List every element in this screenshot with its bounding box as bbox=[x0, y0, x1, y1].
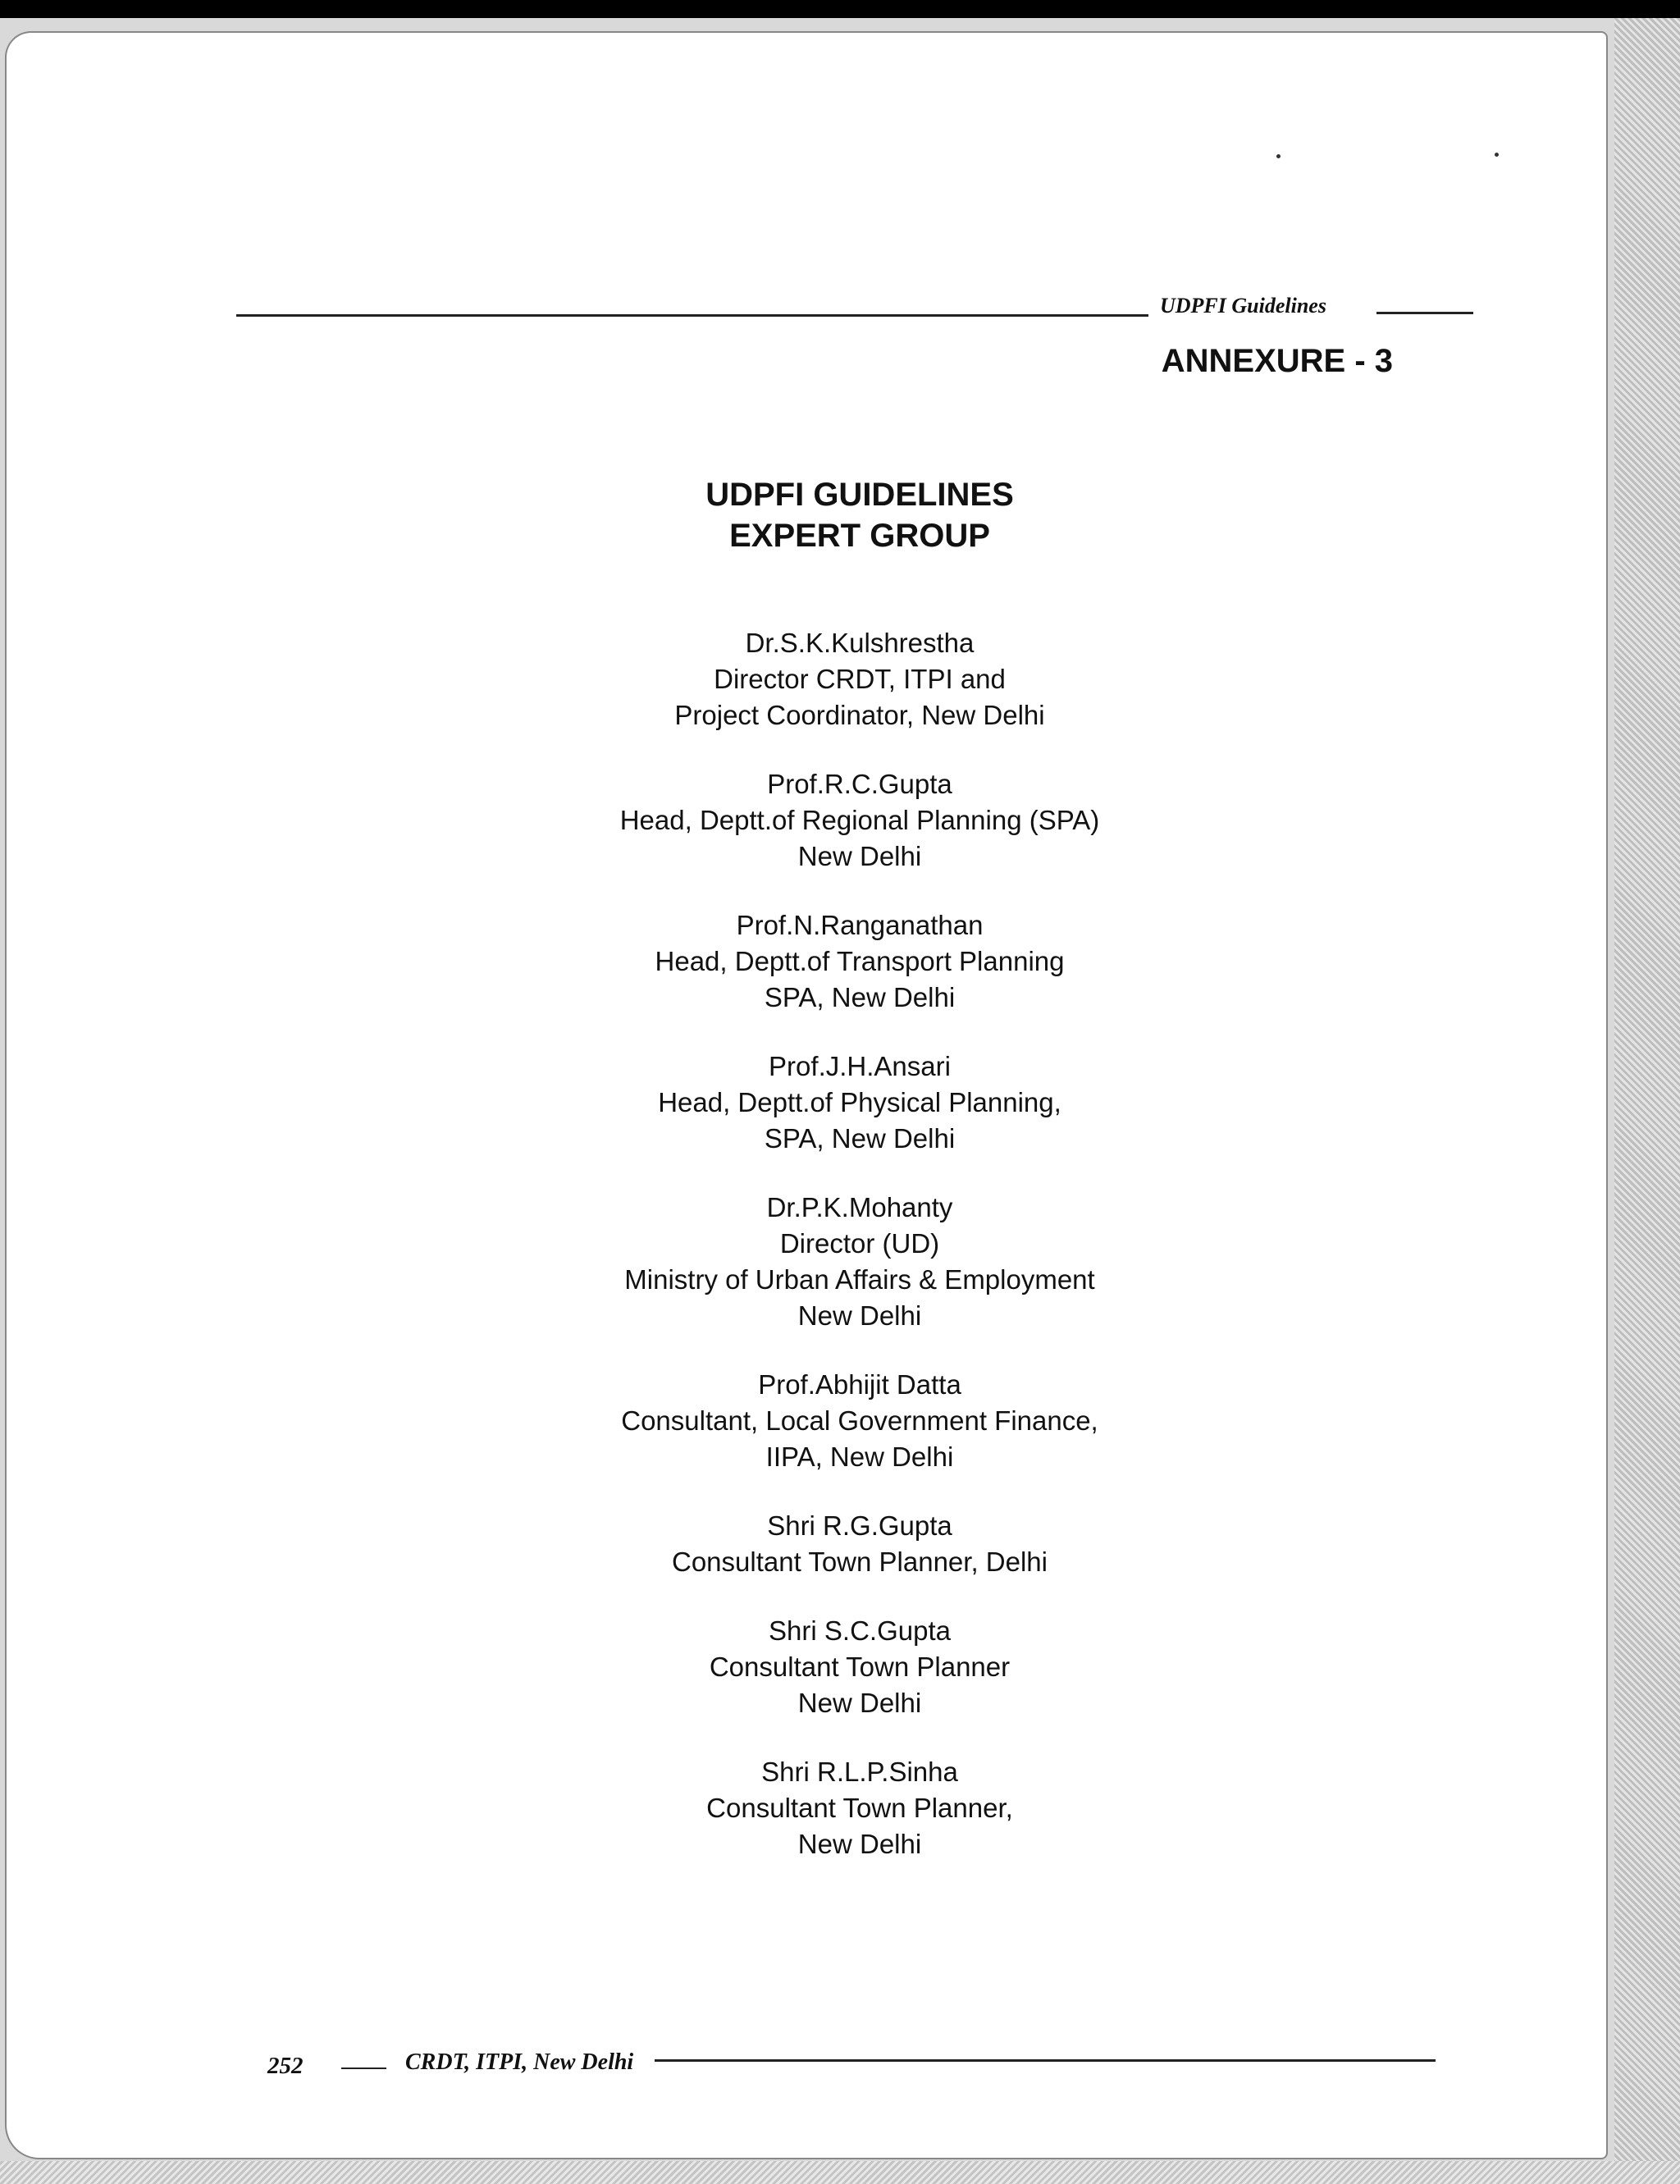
member-detail: Consultant Town Planner, bbox=[706, 1793, 1013, 1823]
member-entry bbox=[466, 1508, 1253, 1580]
scan-speck bbox=[1276, 154, 1281, 158]
member-detail: Director (UD) bbox=[779, 1228, 940, 1259]
member-name: Shri S.C.Gupta bbox=[769, 1615, 951, 1646]
member-detail: Consultant Town Planner, Delhi bbox=[671, 1547, 1048, 1577]
member-entry bbox=[466, 1613, 1253, 1721]
member-entry bbox=[466, 1190, 1253, 1334]
title-line-2: EXPERT GROUP bbox=[729, 518, 990, 554]
member-detail: Head, Deptt.of Transport Planning bbox=[655, 946, 1065, 976]
member-name: Prof.R.C.Gupta bbox=[767, 769, 952, 799]
scan-top-border bbox=[0, 0, 1680, 18]
member-name: Shri R.L.P.Sinha bbox=[761, 1757, 958, 1787]
page-title bbox=[532, 474, 1188, 556]
footer-text: CRDT, ITPI, New Delhi bbox=[405, 2049, 634, 2075]
member-detail: Project Coordinator, New Delhi bbox=[674, 700, 1045, 730]
member-detail: New Delhi bbox=[797, 1829, 922, 1859]
member-detail: Consultant, Local Government Finance, bbox=[621, 1405, 1098, 1436]
member-detail: New Delhi bbox=[797, 841, 922, 871]
member-entry bbox=[466, 766, 1253, 875]
scan-speck bbox=[1495, 153, 1499, 157]
member-detail: SPA, New Delhi bbox=[764, 982, 956, 1012]
member-entry bbox=[466, 1049, 1253, 1157]
member-entry bbox=[466, 907, 1253, 1016]
page-number: 252 bbox=[267, 2053, 304, 2079]
member-detail: Head, Deptt.of Regional Planning (SPA) bbox=[619, 805, 1100, 835]
member-name: Prof.N.Ranganathan bbox=[736, 910, 984, 940]
member-detail: Director CRDT, ITPI and bbox=[714, 664, 1006, 694]
title-line-1: UDPFI GUIDELINES bbox=[705, 477, 1014, 513]
footer-rule bbox=[655, 2059, 1436, 2062]
member-name: Prof.J.H.Ansari bbox=[769, 1051, 951, 1081]
member-detail: Ministry of Urban Affairs & Employment bbox=[624, 1264, 1095, 1295]
member-entry bbox=[466, 1754, 1253, 1862]
member-name: Dr.S.K.Kulshrestha bbox=[745, 628, 975, 658]
scan-right-margin bbox=[1614, 18, 1680, 2184]
member-name: Prof.Abhijit Datta bbox=[758, 1369, 961, 1400]
member-detail: Consultant Town Planner bbox=[709, 1652, 1011, 1682]
running-header: UDPFI Guidelines bbox=[1160, 294, 1326, 318]
member-detail: IIPA, New Delhi bbox=[765, 1442, 954, 1472]
member-detail: SPA, New Delhi bbox=[764, 1123, 956, 1154]
header-rule-end bbox=[1376, 312, 1473, 314]
member-name: Dr.P.K.Mohanty bbox=[766, 1192, 953, 1222]
annexure-label: ANNEXURE - 3 bbox=[1161, 343, 1393, 379]
member-detail: New Delhi bbox=[797, 1300, 922, 1331]
header-rule bbox=[236, 314, 1148, 317]
document-page bbox=[7, 33, 1606, 2158]
member-entry bbox=[466, 1367, 1253, 1475]
member-list bbox=[466, 625, 1253, 1895]
member-detail: New Delhi bbox=[797, 1688, 922, 1718]
member-entry bbox=[466, 625, 1253, 733]
member-detail: Head, Deptt.of Physical Planning, bbox=[658, 1087, 1061, 1117]
scan-bottom-margin bbox=[0, 2161, 1680, 2184]
footer-dash bbox=[341, 2067, 386, 2069]
member-name: Shri R.G.Gupta bbox=[767, 1510, 952, 1541]
